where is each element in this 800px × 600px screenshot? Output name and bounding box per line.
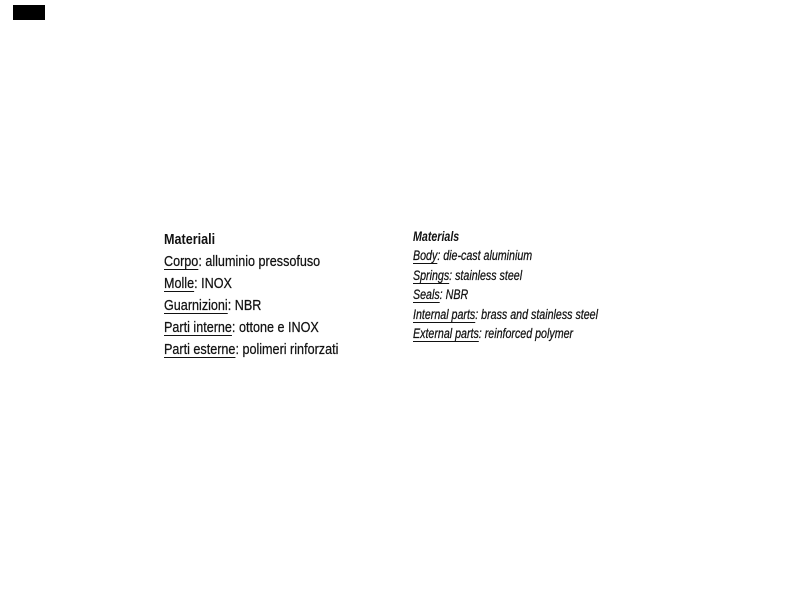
- label-separator: :: [437, 248, 444, 264]
- material-row: [413, 285, 598, 304]
- materials-section-italian: [164, 229, 338, 361]
- label-separator: :: [475, 306, 482, 322]
- materials-title-italian: Materiali: [164, 231, 216, 248]
- materials-list-italian: [164, 251, 338, 361]
- material-value: die-cast aluminium: [443, 248, 533, 264]
- material-row: [413, 305, 598, 324]
- material-label: Springs: [413, 267, 450, 283]
- material-value: stainless steel: [455, 267, 523, 283]
- material-label: Parti esterne: [164, 341, 236, 358]
- material-label: Seals: [413, 287, 440, 303]
- materials-section-english: [413, 227, 598, 343]
- materials-list-english: [413, 246, 598, 343]
- material-value: reinforced polymer: [484, 326, 574, 342]
- material-value: brass and stainless steel: [481, 306, 598, 322]
- material-label: Corpo: [164, 253, 199, 270]
- material-value: INOX: [201, 275, 232, 292]
- label-separator: :: [439, 287, 446, 303]
- label-separator: :: [227, 297, 235, 314]
- material-row: [164, 339, 338, 361]
- material-value: alluminio pressofuso: [205, 253, 321, 270]
- label-separator: :: [231, 319, 239, 336]
- material-row: [164, 317, 338, 339]
- material-row: [413, 324, 598, 343]
- page-corner-mark: [13, 5, 45, 20]
- label-separator: :: [198, 253, 206, 270]
- label-separator: :: [194, 275, 202, 292]
- material-value: polimeri rinforzati: [242, 341, 339, 358]
- material-label: Molle: [164, 275, 195, 292]
- material-row: [164, 251, 338, 273]
- label-separator: :: [478, 326, 485, 342]
- material-label: External parts: [413, 326, 479, 342]
- material-value: ottone e INOX: [238, 319, 319, 336]
- material-row: [413, 266, 598, 285]
- label-separator: :: [449, 267, 456, 283]
- materials-title-english: Materials: [413, 229, 460, 244]
- material-value: NBR: [234, 297, 262, 314]
- material-value: NBR: [445, 287, 469, 303]
- material-label: Parti interne: [164, 319, 232, 336]
- material-label: Guarnizioni: [164, 297, 228, 314]
- material-row: [413, 246, 598, 265]
- material-label: Body: [413, 248, 438, 264]
- label-separator: :: [235, 341, 243, 358]
- material-row: [164, 273, 338, 295]
- material-row: [164, 295, 338, 317]
- material-label: Internal parts: [413, 306, 476, 322]
